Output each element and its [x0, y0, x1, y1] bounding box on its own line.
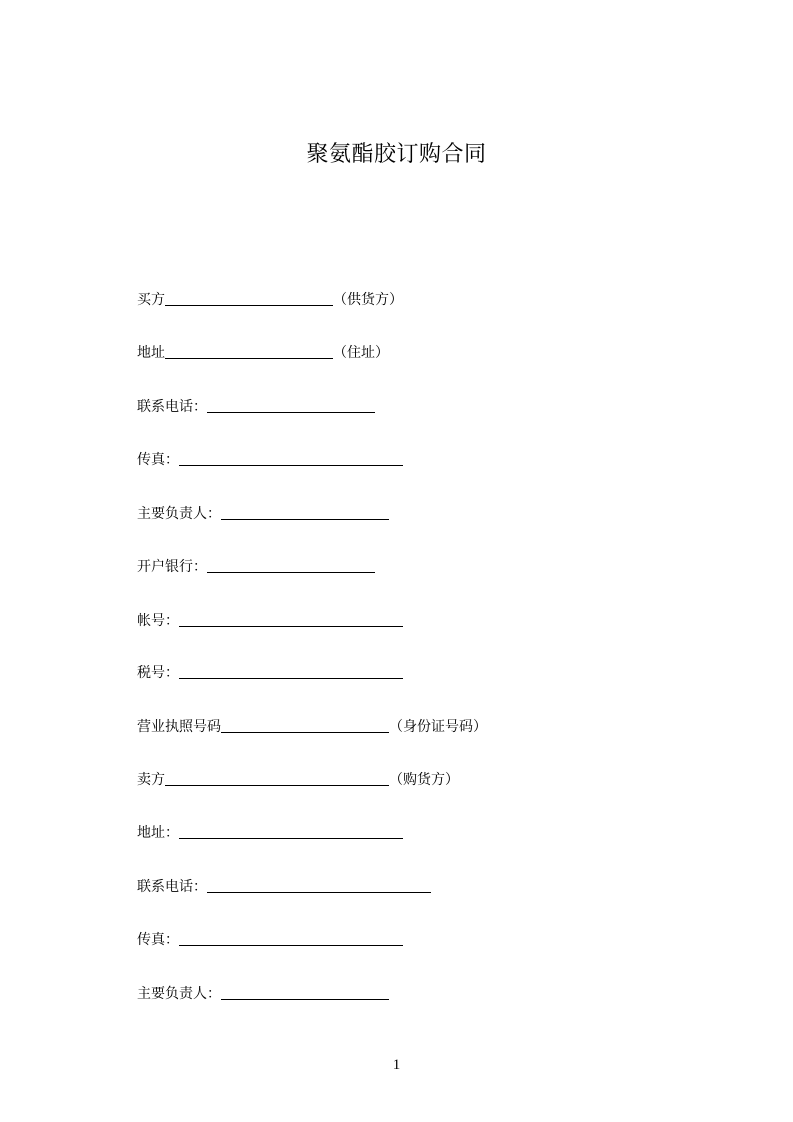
buyer-license-field: [137, 716, 487, 738]
seller-blank-line[interactable]: [165, 769, 389, 786]
buyer-address-label: 地址: [137, 345, 165, 361]
buyer-phone-blank-line[interactable]: [207, 396, 375, 413]
page-number: 1: [392, 1057, 401, 1073]
buyer-phone-field: [137, 396, 375, 418]
buyer-fax-label: 传真：: [137, 452, 179, 468]
buyer-phone-label: 联系电话：: [137, 399, 207, 415]
seller-field: [137, 769, 459, 791]
seller-fax-label: 传真：: [137, 932, 179, 948]
buyer-license-blank-line[interactable]: [221, 716, 389, 733]
buyer-account-blank-line[interactable]: [179, 610, 403, 627]
buyer-tax-blank-line[interactable]: [179, 662, 403, 679]
buyer-address-suffix: （住址）: [333, 345, 389, 361]
buyer-license-label: 营业执照号码: [137, 719, 221, 735]
buyer-manager-label: 主要负责人：: [137, 506, 221, 522]
seller-manager-label: 主要负责人：: [137, 986, 221, 1002]
buyer-tax-label: 税号：: [137, 665, 179, 681]
buyer-field: [137, 289, 403, 311]
buyer-bank-field: [137, 556, 375, 578]
seller-manager-field: [137, 983, 389, 1005]
buyer-fax-blank-line[interactable]: [179, 449, 403, 466]
seller-fax-blank-line[interactable]: [179, 929, 403, 946]
buyer-manager-field: [137, 503, 389, 525]
seller-manager-blank-line[interactable]: [221, 983, 389, 1000]
seller-phone-blank-line[interactable]: [207, 876, 431, 893]
buyer-account-field: [137, 610, 403, 632]
seller-address-label: 地址：: [137, 825, 179, 841]
seller-suffix: （购货方）: [389, 772, 459, 788]
seller-address-field: [137, 822, 403, 844]
buyer-fax-field: [137, 449, 403, 471]
buyer-bank-label: 开户银行：: [137, 559, 207, 575]
buyer-bank-blank-line[interactable]: [207, 556, 375, 573]
seller-address-blank-line[interactable]: [179, 822, 403, 839]
buyer-manager-blank-line[interactable]: [221, 503, 389, 520]
buyer-tax-field: [137, 662, 403, 684]
seller-phone-field: [137, 876, 431, 898]
buyer-license-suffix: （身份证号码）: [389, 719, 487, 735]
buyer-address-blank-line[interactable]: [165, 342, 333, 359]
seller-phone-label: 联系电话：: [137, 879, 207, 895]
buyer-suffix: （供货方）: [333, 292, 403, 308]
buyer-address-field: [137, 342, 389, 364]
seller-fax-field: [137, 929, 403, 951]
seller-label: 卖方: [137, 772, 165, 788]
page-title: 聚氨酯胶订购合同: [306, 142, 487, 167]
buyer-label: 买方: [137, 292, 165, 308]
buyer-account-label: 帐号：: [137, 613, 179, 629]
buyer-blank-line[interactable]: [165, 289, 333, 306]
